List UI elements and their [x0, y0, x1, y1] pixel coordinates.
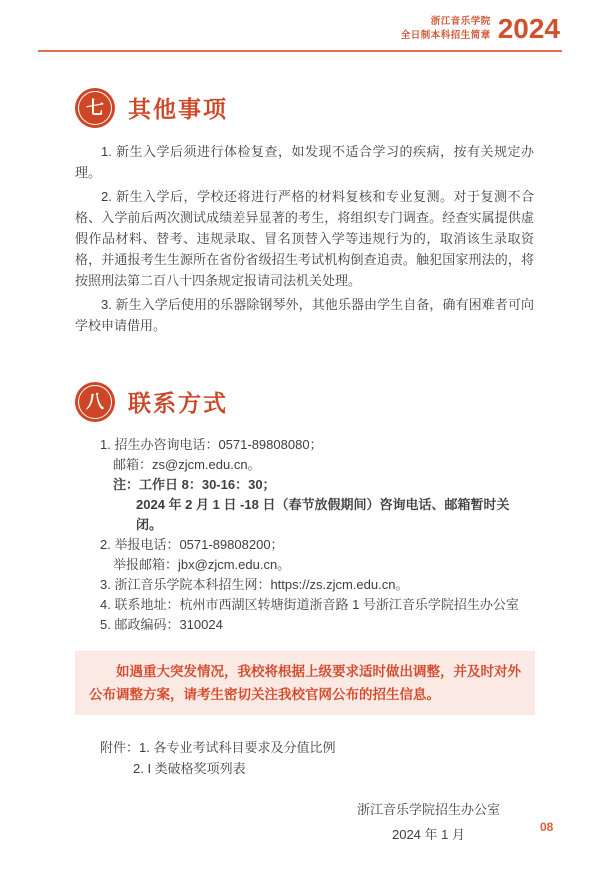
attachment-item: 1. 各专业考试科目要求及分值比例	[139, 739, 336, 755]
contact-line-report-email: 举报邮箱：jbx@zjcm.edu.cn。	[113, 556, 291, 572]
other-matters-paragraphs	[75, 141, 534, 336]
header-org-line2: 全日制本科招生简章	[400, 30, 491, 42]
contact-line-note: 注：工作日 8：30-16：30；	[113, 476, 276, 492]
contact-line-report-phone: 2. 举报电话：0571-89808200；	[100, 536, 284, 552]
contact-line-phone: 1. 招生办咨询电话：0571-89808080；	[100, 436, 323, 452]
header-divider	[38, 50, 562, 52]
signature-date: 2024 年 1 月	[391, 826, 465, 842]
signature-block	[357, 797, 500, 847]
contact-line-website: 3. 浙江音乐学院本科招生网：https://zs.zjcm.edu.cn。	[100, 576, 409, 592]
page-header	[0, 0, 600, 44]
section-seven-seal-icon	[75, 88, 115, 128]
seal-glyph: 八	[86, 391, 104, 412]
signature-org: 浙江音乐学院招生办公室	[356, 801, 500, 817]
attachments-label: 附件：	[100, 739, 140, 755]
contact-list	[100, 435, 534, 635]
section-contact-header	[75, 382, 600, 422]
contact-line-holiday-note: 2024 年 2 月 1 日 -18 日（春节放假期间）咨询电话、邮箱暂时关闭。	[136, 496, 510, 532]
contact-line-email: 邮箱：zs@zjcm.edu.cn。	[113, 456, 261, 472]
attachment-row	[100, 737, 534, 758]
paragraph: 1. 新生入学后须进行体检复查，如发现不适合学习的疾病，按有关规定办理。	[75, 143, 534, 180]
paragraph: 2. 新生入学后，学校还将进行严格的材料复核和专业复测。对于复测不合格、入学前后两次测试成绩差异显著的考生，将组织专门调查。经查实属提供虚假作品材料、替考、违规录取、冒名顶替入学等违规行为的，取消该生录取资格，并通报考生生源所在省份省级招生考试机构倒查追责。触犯国家刑法的，将按照刑法第二百八十四条规定报请司法机关处理。	[75, 188, 534, 288]
section-title: 其他事项	[128, 97, 228, 122]
contact-line-address: 4. 联系地址：杭州市西湖区转塘街道浙音路 1 号浙江音乐学院招生办公室	[100, 596, 519, 612]
section-eight-seal-icon	[75, 382, 115, 422]
section-other-matters-header	[75, 88, 600, 128]
header-year: 2024	[497, 13, 560, 45]
seal-ring	[78, 91, 112, 125]
contact-line-postcode: 5. 邮政编码：310024	[100, 616, 223, 632]
section-title: 联系方式	[128, 391, 228, 416]
paragraph: 3. 新生入学后使用的乐器除钢琴外，其他乐器由学生自备，确有困难者可向学校申请借用。	[75, 296, 534, 333]
header-org-lines	[401, 15, 491, 44]
page-number: 08	[540, 820, 554, 834]
header-org-line1: 浙江音乐学院	[430, 16, 491, 27]
attachments-block	[100, 737, 534, 779]
notice-text: 如遇重大突发情况，我校将根据上级要求适时做出调整，并及时对外公布调整方案，请考生密切关注我校官网公布的招生信息。	[89, 663, 521, 702]
seal-ring	[78, 385, 112, 419]
emergency-notice-box	[75, 651, 535, 715]
attachment-item: 2. I 类破格奖项列表	[133, 760, 246, 776]
attachment-row	[100, 758, 534, 779]
seal-glyph: 七	[86, 97, 104, 118]
